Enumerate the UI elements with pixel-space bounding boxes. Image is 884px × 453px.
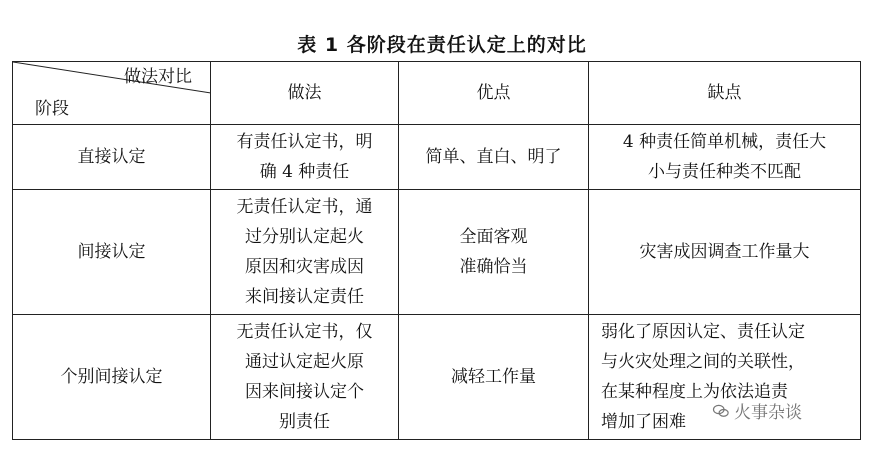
corner-label-method-compare: 做法对比 <box>124 67 192 87</box>
header-cons: 缺点 <box>589 62 861 125</box>
method-cell <box>211 125 399 190</box>
method-line: 来间接认定责任 <box>245 287 364 307</box>
header-row <box>13 62 861 125</box>
stage-cell: 直接认定 <box>13 125 211 190</box>
watermark-text: 火事杂谈 <box>734 403 802 423</box>
method-line: 别责任 <box>279 412 330 432</box>
corner-header-cell <box>13 62 211 125</box>
stage-cell: 个别间接认定 <box>13 315 211 440</box>
cons-line: 4 种责任简单机械，责任大 <box>622 132 827 152</box>
method-cell <box>211 315 399 440</box>
pros-cell <box>399 125 589 190</box>
method-line: 有责任认定书，明 <box>236 132 373 152</box>
stage-cell: 间接认定 <box>13 190 211 315</box>
pros-line: 减轻工作量 <box>451 367 536 387</box>
pros-line: 简单、直白、明了 <box>425 147 562 167</box>
pros-cell <box>399 190 589 315</box>
method-line: 原因和灾害成因 <box>245 257 364 277</box>
method-line: 无责任认定书，通 <box>236 197 373 217</box>
method-line: 无责任认定书，仅 <box>236 322 373 342</box>
header-pros: 优点 <box>399 62 589 125</box>
corner-label-stage: 阶段 <box>35 99 69 119</box>
comparison-table <box>12 61 861 440</box>
method-line: 因来间接认定个 <box>245 382 364 402</box>
table-row <box>13 190 861 315</box>
cons-line: 弱化了原因认定、责任认定 <box>601 322 805 342</box>
watermark <box>712 398 802 423</box>
method-line: 过分别认定起火 <box>245 227 364 247</box>
cons-line: 与火灾处理之间的关联性， <box>601 352 805 372</box>
cons-cell <box>589 190 861 315</box>
method-cell <box>211 190 399 315</box>
method-line: 确 4 种责任 <box>259 162 350 182</box>
cons-line: 增加了困难 <box>601 412 686 432</box>
pros-line: 全面客观 <box>459 227 528 247</box>
cons-line: 在某种程度上为依法追责 <box>601 382 788 402</box>
cons-line: 小与责任种类不匹配 <box>648 162 801 182</box>
pros-cell <box>399 315 589 440</box>
pros-line: 准确恰当 <box>459 257 528 277</box>
header-method: 做法 <box>211 62 399 125</box>
table-row <box>13 125 861 190</box>
table-title: 表 1 各阶段在责任认定上的对比 <box>297 34 587 56</box>
cons-cell <box>589 125 861 190</box>
wechat-icon <box>712 402 730 420</box>
cons-line: 灾害成因调查工作量大 <box>639 242 810 262</box>
method-line: 通过认定起火原 <box>245 352 364 372</box>
